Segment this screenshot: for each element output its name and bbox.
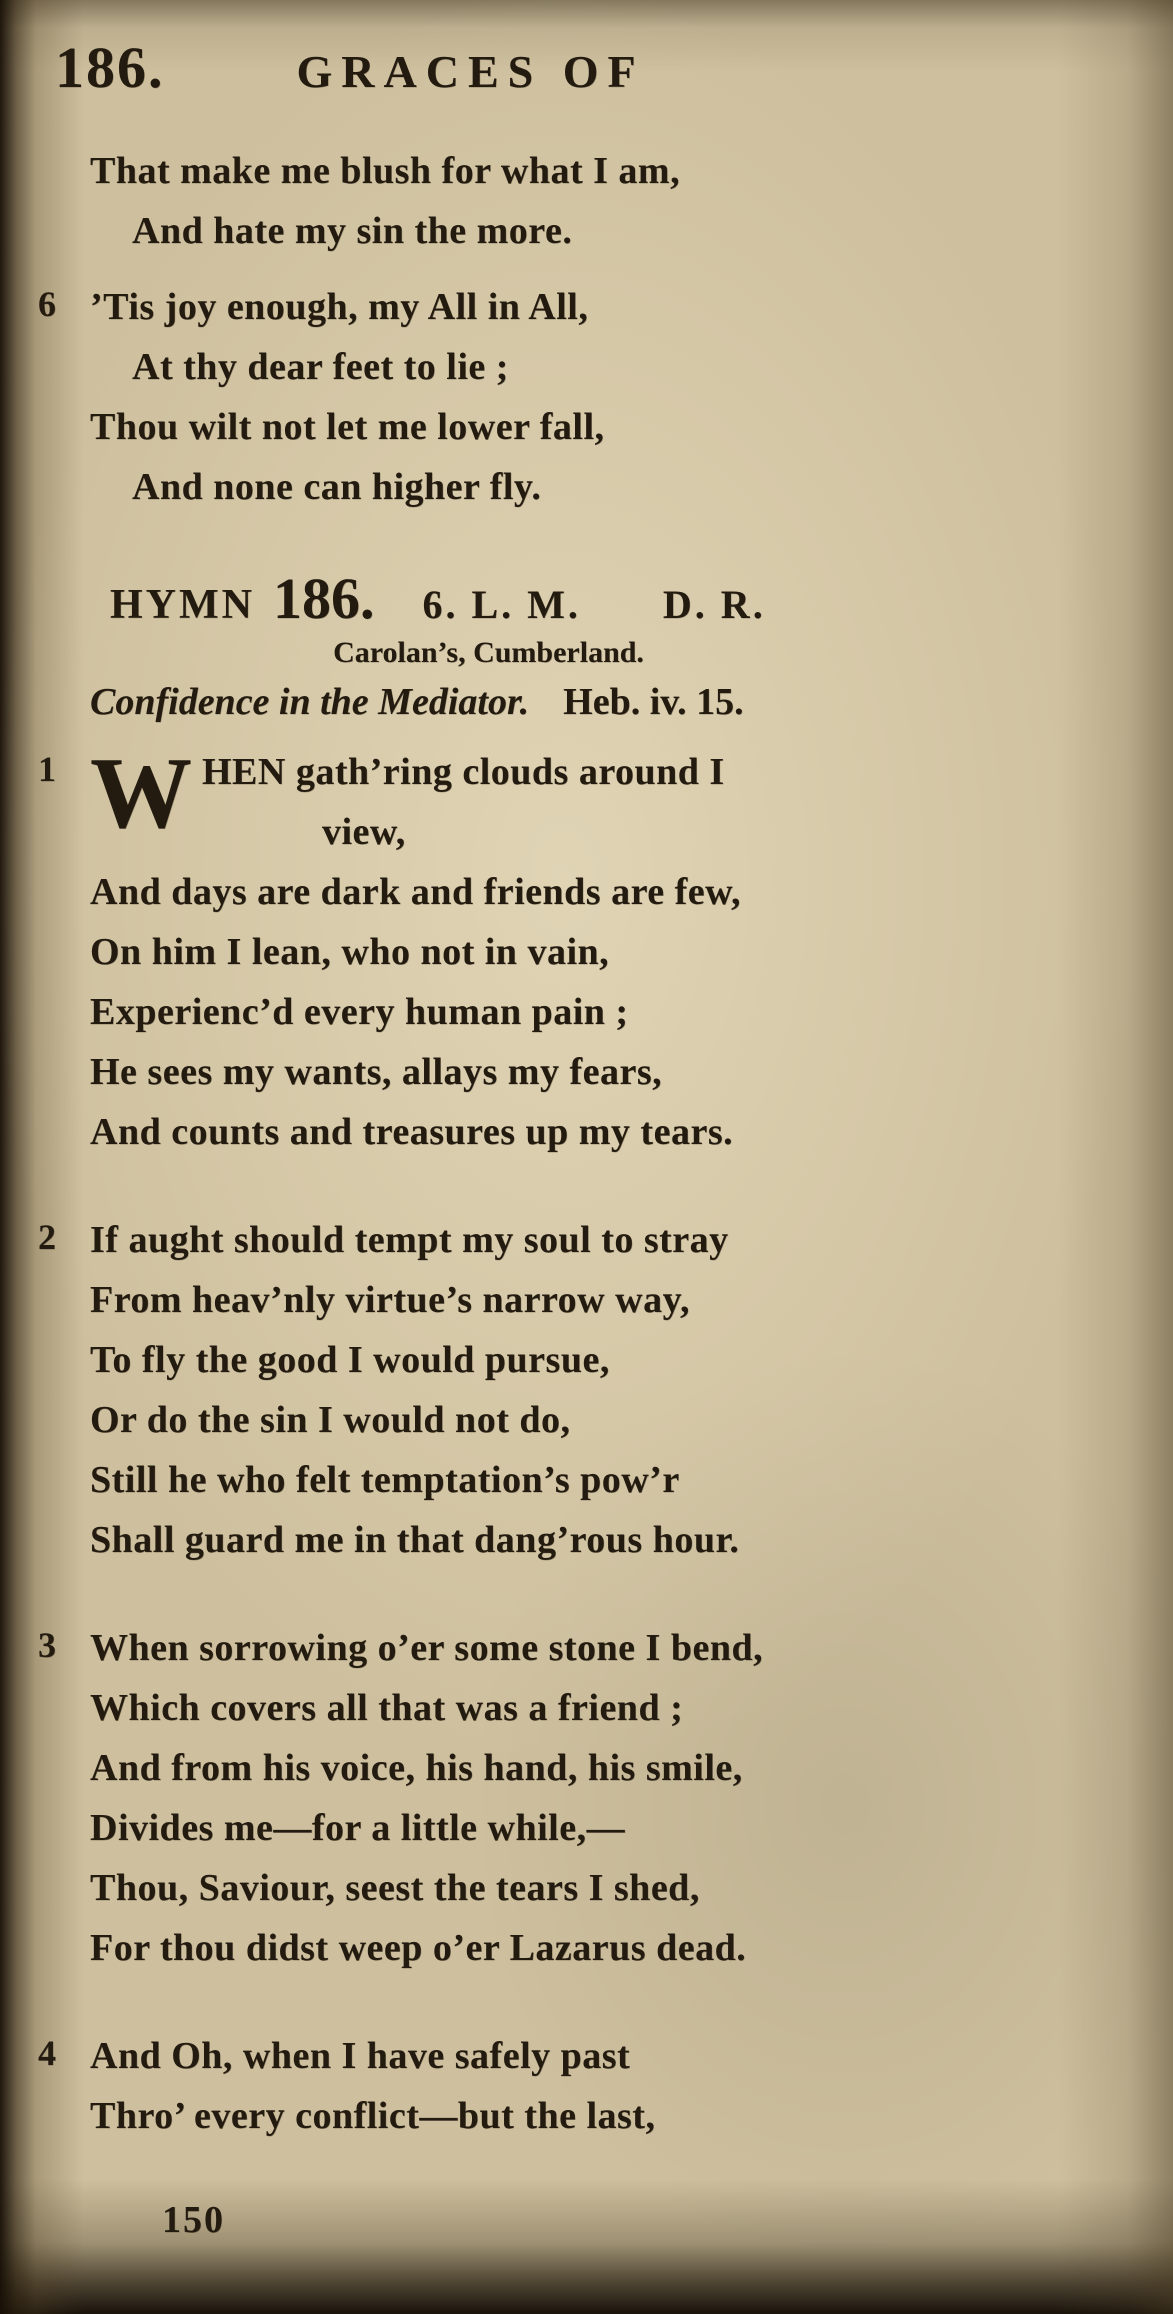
verse-number: 2 (38, 1217, 56, 1257)
hymn-line: And hate my sin the more. (132, 210, 573, 252)
hymn-line: And none can higher fly. (132, 466, 542, 508)
verse-number: 6 (38, 284, 56, 324)
page-header (55, 34, 1117, 101)
hymn-line: At thy dear feet to lie ; (132, 346, 509, 388)
hymn-line: To fly the good I would pursue, (90, 1339, 610, 1381)
verse-2 (38, 1210, 1117, 1570)
hymn-label: HYMN (110, 582, 255, 628)
hymn-line: From heav’nly virtue’s narrow way, (90, 1279, 690, 1321)
continuation-stanza (90, 141, 1117, 261)
hymn-title-line (90, 680, 1117, 724)
verse-number: 1 (38, 749, 56, 789)
hymn-line: Thou wilt not let me lower fall, (90, 406, 605, 448)
verse-number: 3 (38, 1625, 56, 1665)
hymn-line: HEN gath’ring clouds around I (202, 751, 725, 793)
hymn-line: Thro’ every conflict—but the last, (90, 2095, 656, 2137)
verse-3 (38, 1618, 1117, 1978)
hymn-line: Still he who felt temptation’s pow’r (90, 1459, 680, 1501)
hymn-attribution: D. R. (662, 582, 766, 627)
hymn-scripture-ref: Heb. iv. 15. (563, 681, 744, 723)
hymn-heading (110, 565, 1117, 632)
verse-1 (38, 737, 1117, 1162)
verse-4 (38, 2026, 1117, 2146)
opening-lines (202, 742, 725, 862)
hymn-line: And days are dark and friends are few, (90, 871, 741, 913)
page-header-title: GRACES OF (296, 46, 645, 97)
hymn-line: On him I lean, who not in vain, (90, 931, 610, 973)
hymn-line: view, (322, 811, 406, 853)
hymn-line: That make me blush for what I am, (90, 150, 681, 192)
hymn-title: Confidence in the Mediator. (90, 681, 530, 723)
page-number: 150 (162, 2199, 225, 2241)
hymn-line: Which covers all that was a friend ; (90, 1687, 684, 1729)
hymn-line: Divides me—for a little while,— (90, 1807, 626, 1849)
verse-number: 4 (38, 2033, 56, 2073)
hymn-line: Shall guard me in that dang’rous hour. (90, 1519, 740, 1561)
drop-cap: W (90, 737, 192, 850)
hymn-meter: 6. L. M. (422, 582, 581, 627)
page-header-number: 186. (55, 35, 165, 100)
hymn-line: Experienc’d every human pain ; (90, 991, 629, 1033)
hymn-line: And from his voice, his hand, his smile, (90, 1747, 743, 1789)
hymn-number: 186. (272, 566, 375, 631)
hymn-line: If aught should tempt my soul to stray (90, 1219, 729, 1261)
hymn-line: For thou didst weep o’er Lazarus dead. (90, 1927, 747, 1969)
hymn-line: And Oh, when I have safely past (90, 2035, 631, 2077)
verse-6 (38, 277, 1117, 517)
hymn-line: ’Tis joy enough, my All in All, (90, 286, 589, 328)
verse-opening (90, 737, 1117, 862)
hymn-line: And counts and treasures up my tears. (90, 1111, 734, 1153)
hymn-line: When sorrowing o’er some stone I bend, (90, 1627, 764, 1669)
hymn-tune-line: Carolan’s, Cumberland. (333, 636, 644, 669)
hymn-line: He sees my wants, allays my fears, (90, 1051, 663, 1093)
hymn-line: Thou, Saviour, seest the tears I shed, (90, 1867, 700, 1909)
hymn-line: Or do the sin I would not do, (90, 1399, 571, 1441)
